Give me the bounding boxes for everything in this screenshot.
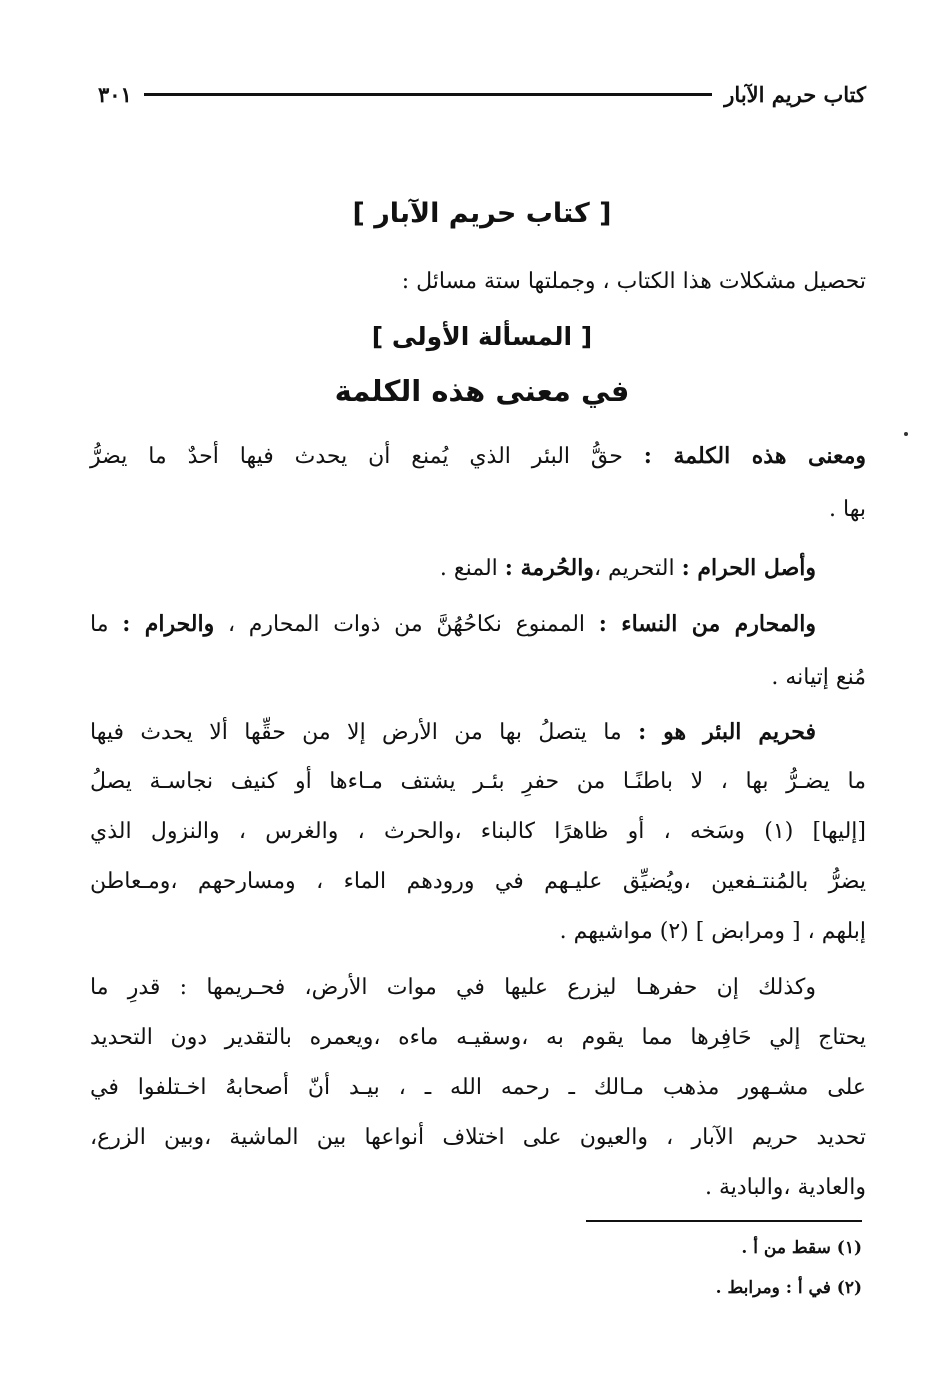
text-span: المنع . bbox=[439, 556, 505, 581]
paragraph-line: وكذلك إن حفرهـا ليزرع عليها في موات الأرض، فحـريمها : قدرِ ما bbox=[90, 975, 816, 1000]
text-span: حقُّ البئر الذي يُمنع أن يحدث فيها أحدٌ ما يضرُّ bbox=[90, 444, 644, 469]
margin-mark bbox=[904, 432, 908, 436]
paragraph-line: مُنع إتيانه . bbox=[771, 665, 866, 690]
paragraph-line bbox=[90, 436, 866, 480]
text-span: ما يتصلُ بها من الأرض إلا من حقِّها ألا يحدث فيها bbox=[90, 720, 639, 745]
text-span: التحريم ، bbox=[593, 556, 682, 581]
book-title: [ كتاب حريم الآبار ] bbox=[352, 198, 612, 229]
paragraph-line: بها . bbox=[829, 497, 866, 522]
term-bold: ومعنى هذه الكلمة : bbox=[643, 443, 866, 469]
footnote: (١) سقط من أ . bbox=[741, 1238, 862, 1258]
running-header bbox=[98, 72, 866, 116]
paragraph-line: يضرُّ بالمُنتـفعين ،ويُضيِّق عليـهم في ورودهم الماء ، ومسارحهم ،ومـعاطن bbox=[90, 869, 866, 894]
paragraph-line bbox=[90, 548, 816, 592]
header-rule bbox=[144, 93, 712, 96]
text-span: ما bbox=[90, 612, 123, 637]
paragraph-line: ما يضـرُّ بها ، لا باطنًـا من حفرِ بئـر يشتف مـاءها أو كنيف نجاسـة يصلُ bbox=[90, 769, 866, 794]
text-span: الممنوع نكاحُهُنَّ من ذوات المحارم ، bbox=[214, 612, 599, 637]
paragraph-line: إبلهم ، [ ومرابض ] (٢) مواشيهم . bbox=[559, 919, 866, 944]
footnote-rule bbox=[586, 1220, 862, 1222]
paragraph-line: يحتاج إلي حَافِرها مما يقوم به ،وسقيـه ماءه ،ويعمره بالتقدير دون التحديد bbox=[90, 1025, 866, 1050]
intro-line: تحصيل مشكلات هذا الكتاب ، وجملتها ستة مسائل : bbox=[401, 269, 866, 294]
term-bold: والحرام : bbox=[122, 611, 215, 637]
paragraph-line: على مشـهور مذهب مـالك ـ رحمه الله ـ ، بيـد أنّ أصحابهُ اخـتلفوا في bbox=[90, 1075, 867, 1100]
header-title: كتاب حريم الآبار bbox=[724, 81, 866, 107]
term-bold: والحُرمة : bbox=[504, 555, 594, 581]
paragraph-line bbox=[90, 604, 816, 648]
issue-heading: [ المسألة الأولى ] bbox=[371, 322, 593, 351]
term-bold: فحريم البئر هو : bbox=[638, 719, 817, 745]
paragraph-line: والعادية ،والبادية . bbox=[704, 1175, 866, 1200]
page-number: ٣٠١ bbox=[98, 81, 132, 107]
term-bold: والمحارم من النساء : bbox=[598, 611, 816, 637]
section-heading: في معنى هذه الكلمة bbox=[334, 374, 630, 408]
paragraph-line bbox=[90, 712, 816, 756]
paragraph-line: [إليها] (١) وسَخه ، أو ظاهرًا كالبناء ،والحرث ، والغرس ، والنزول الذي bbox=[90, 819, 866, 844]
paragraph-line: تحديد حريم الآبار ، والعيون على اختلاف أنواعها بين الماشية ،وبين الزرع، bbox=[90, 1125, 866, 1150]
term-bold: وأصل الحرام : bbox=[681, 555, 816, 581]
footnote: (٢) في أ : ومرابط . bbox=[715, 1278, 862, 1298]
